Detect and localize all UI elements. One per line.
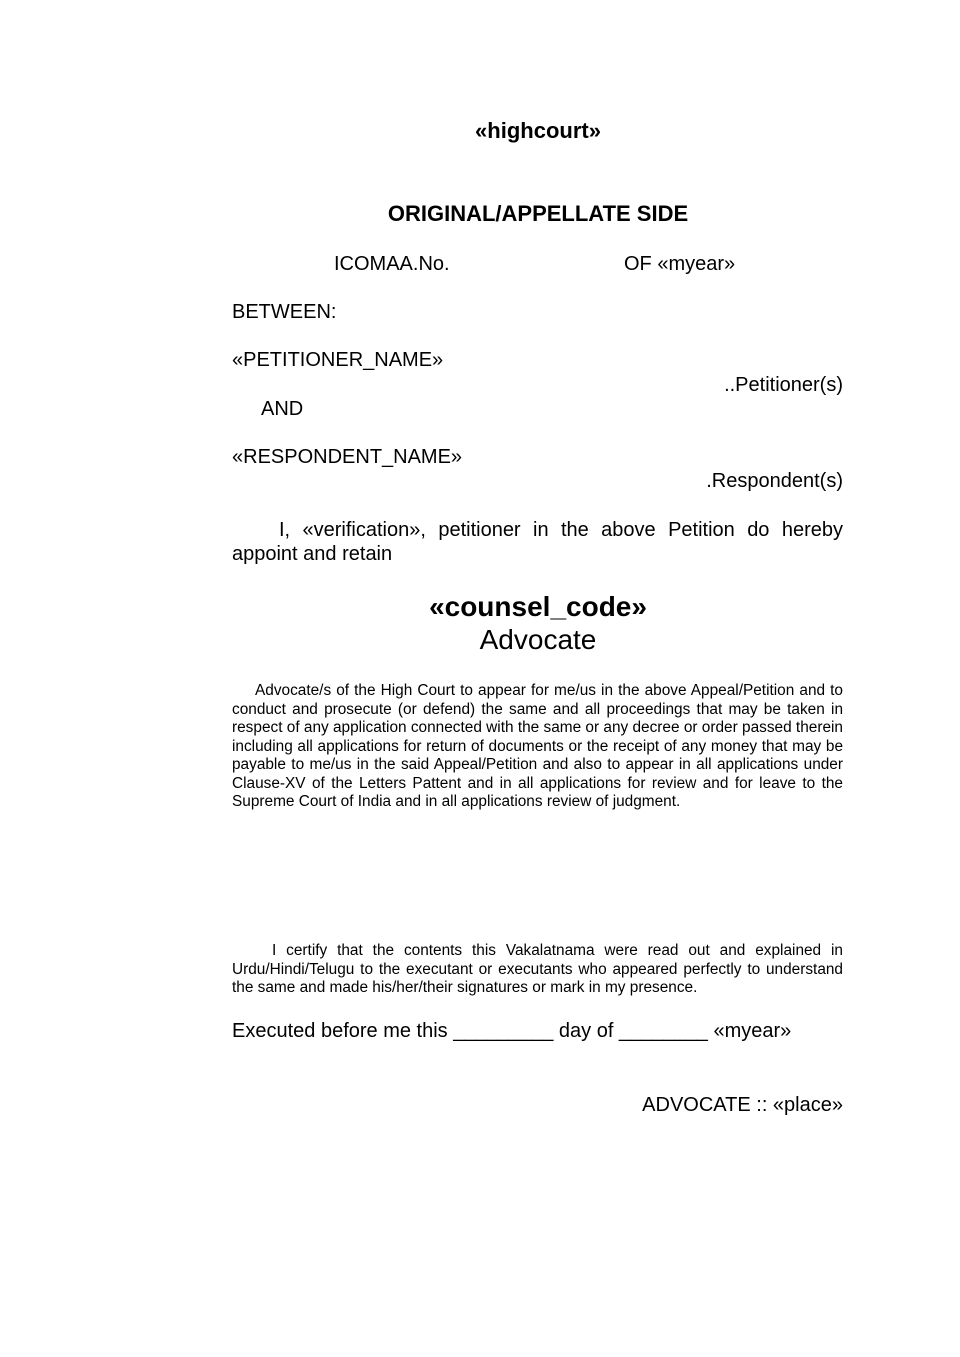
court-side-heading: ORIGINAL/APPELLATE SIDE (387, 201, 689, 226)
court-name: «highcourt» (475, 118, 601, 143)
counsel-code: «counsel_code» (429, 591, 647, 622)
and-label: AND (261, 398, 304, 420)
appointment-paragraph: I, «verification», petitioner in the above Petition do hereby appoint and retain (232, 519, 843, 565)
advocate-title: Advocate (479, 624, 597, 655)
advocate-signature-line: ADVOCATE :: «place» (642, 1094, 843, 1116)
between-label: BETWEEN: (232, 301, 337, 323)
case-year-label: OF «myear» (624, 253, 736, 275)
petitioner-role: ..Petitioner(s) (724, 374, 843, 396)
certification-paragraph: I certify that the contents this Vakalatnama were read out and explained in Urdu/Hindi/Telugu to the executant or executants who appeared perfectly to understand the same and made his/her/their signatures or mark in my presence. (232, 942, 843, 996)
respondent-name: «RESPONDENT_NAME» (232, 446, 463, 468)
case-number-label: ICOMAA.No. (334, 253, 450, 275)
respondent-role: .Respondent(s) (706, 470, 843, 492)
authority-paragraph: Advocate/s of the High Court to appear for me/us in the above Appeal/Petition and to conduct and prosecute (or defend) the same and all proceedings that may be taken in respect of any application connected with the same or any decree or order passed therein including all applications for return of documents or the receipt of any money that may be payable to me/us in the said Appeal/Petition and also to appear in all applications under Clause-XV of the Letters Pattent and in all applications for review and for leave to the Supreme Court of India and in all applications review of judgment. (232, 682, 843, 810)
execution-line: Executed before me this _________ day of ________ «myear» (232, 1020, 792, 1042)
petitioner-name: «PETITIONER_NAME» (232, 349, 444, 371)
